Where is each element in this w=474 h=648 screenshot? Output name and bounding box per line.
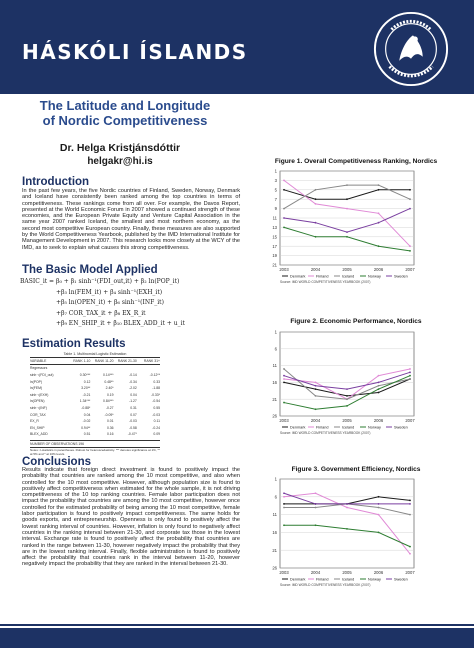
figure-source: Source: IMD WORLD COMPETITIVENESS YEARBOOK (2007) — [280, 431, 371, 435]
legend-label: Norway — [368, 274, 381, 279]
figure-source: Source: IMD WORLD COMPETITIVENESS YEARBOOK (2007) — [280, 280, 371, 284]
model-heading: The Basic Model Applied — [22, 264, 158, 276]
table-cell: 0.16 — [106, 432, 114, 437]
legend-label: Norway — [368, 425, 381, 430]
table-header-row — [30, 359, 160, 363]
y-tick-label: 1 — [274, 329, 277, 335]
x-tick-label: 2005 — [342, 570, 352, 575]
conclusions-heading: Conclusions — [22, 456, 92, 468]
figure2-title: Figure 2. Economic Performance, Nordics — [290, 318, 422, 325]
legend-label: Iceland — [342, 425, 355, 430]
y-tick-label: 1 — [274, 476, 277, 482]
table-cell: sinh⁻¹(EXH) — [30, 392, 49, 397]
table-cell: -1.27 — [129, 399, 137, 404]
data-point — [378, 503, 380, 505]
y-tick-label: 1 — [274, 168, 277, 174]
table-cell: -0.14 — [129, 373, 137, 377]
plot-area — [280, 479, 414, 568]
data-point — [409, 208, 411, 210]
legend-label: Denmark — [290, 577, 306, 582]
y-tick-label: 21 — [272, 396, 277, 402]
table-row — [30, 393, 160, 397]
y-tick-label: 11 — [272, 512, 277, 518]
y-tick-label: 26 — [272, 413, 277, 419]
figure2-chart — [258, 328, 418, 438]
equation-line: BASIC_it = β₀ + β₁ sinh⁻¹(FDI_out,it) + β₂ ln(POP_it) — [20, 278, 180, 285]
introduction-heading: Introduction — [22, 176, 90, 188]
table-cell: EN_SHIP — [30, 425, 45, 430]
table-cell — [67, 366, 90, 370]
data-point — [409, 503, 411, 505]
data-point — [378, 385, 380, 387]
data-point — [283, 503, 285, 505]
data-point — [283, 524, 285, 526]
table-cell: 0.12 — [83, 379, 91, 384]
data-point — [315, 382, 317, 384]
table-cell: -0.09* — [104, 412, 114, 417]
data-point — [378, 388, 380, 390]
y-tick-label: 21 — [272, 547, 277, 553]
estimation-table — [30, 352, 161, 456]
table-cell: -0.88* — [81, 405, 91, 410]
data-point — [378, 514, 380, 516]
legend-label: Sweden — [394, 274, 408, 279]
x-tick-label: 2006 — [373, 267, 384, 272]
data-point — [315, 198, 317, 200]
table-cell: 0.01 — [106, 419, 114, 424]
figure1-chart — [258, 167, 418, 287]
table-cell: 0.04 — [130, 392, 137, 397]
table-caption: Table 1. Multinomial Logistic Estimation — [63, 352, 127, 356]
table-cell: -0.24 — [152, 425, 161, 430]
table-cell: -1.88 — [152, 386, 161, 391]
data-point — [283, 180, 285, 182]
data-point — [315, 222, 317, 224]
data-point — [315, 385, 317, 387]
data-point — [315, 395, 317, 397]
model-equation — [20, 277, 238, 330]
data-point — [315, 388, 317, 390]
table-row — [30, 406, 160, 410]
data-point — [409, 546, 411, 548]
y-tick-label: 21 — [272, 262, 277, 268]
table-cell: 2.40* — [105, 386, 114, 391]
table-cell: sinh⁻¹(FDI_out) — [30, 373, 54, 377]
legend-label: Denmark — [290, 274, 306, 279]
x-tick-label: 2003 — [279, 570, 289, 575]
legend-label: Sweden — [394, 425, 408, 430]
y-tick-label: 11 — [272, 363, 277, 369]
figure-source: Source: IMD WORLD COMPETITIVENESS YEARBOOK (2007) — [280, 583, 371, 587]
poster-title-line2: of Nordic Competitiveness — [42, 113, 208, 128]
table-cell: BLEX_ADD — [30, 432, 48, 437]
figure3-title: Figure 3. Government Efficiency, Nordics — [291, 466, 421, 473]
data-point — [315, 236, 317, 238]
y-tick-label: 17 — [272, 243, 277, 249]
y-tick-label: 5 — [274, 187, 277, 193]
table-footer: NUMBER OF OBSERVATIONS 196 — [30, 441, 85, 446]
data-point — [409, 499, 411, 501]
data-point — [346, 503, 348, 505]
data-point — [346, 388, 348, 390]
y-tick-label: 19 — [272, 253, 277, 259]
table-body — [30, 366, 160, 439]
table-header-cell: VARIABLE — [30, 359, 47, 364]
y-tick-label: 11 — [272, 215, 277, 221]
data-point — [378, 222, 380, 224]
data-point — [346, 528, 348, 530]
table-cell: -0.03 — [129, 419, 137, 424]
data-point — [283, 189, 285, 191]
table-cell — [90, 366, 113, 370]
author-name: Dr. Helga Kristjánsdóttir — [59, 142, 181, 154]
data-point — [378, 532, 380, 534]
data-point — [378, 375, 380, 377]
x-tick-label: 2005 — [342, 418, 352, 423]
table-row — [30, 386, 160, 390]
x-tick-label: 2007 — [405, 570, 415, 575]
table-cell: EX_R — [30, 419, 39, 424]
table-cell: COR_TAX — [30, 412, 46, 417]
table-cell — [137, 366, 160, 370]
table-cell: -0.12** — [149, 373, 161, 377]
data-point — [283, 227, 285, 229]
table-header-cell: RANK 21-30 — [117, 359, 137, 364]
poster-title-line1: The Latitude and Longitude — [39, 98, 211, 113]
table-cell: -0.33* — [150, 392, 161, 397]
data-point — [283, 375, 285, 377]
footer-rule — [0, 624, 474, 626]
data-point — [315, 189, 317, 191]
table-cell: -0.58 — [129, 425, 137, 430]
data-point — [346, 231, 348, 233]
data-point — [378, 507, 380, 509]
x-tick-label: 2006 — [373, 418, 384, 423]
legend-label: Iceland — [342, 274, 355, 279]
y-tick-label: 9 — [274, 206, 277, 212]
poster-title — [20, 98, 230, 128]
table-row — [30, 366, 160, 370]
equation-line: +β₉ EN_SHIP_it + β₁₀ BLEX_ADD_it + u_it — [56, 320, 185, 327]
table-cell: 0.09 — [153, 432, 161, 437]
table-cell: -0.27 — [105, 405, 114, 410]
table-cell: -0.34 — [129, 379, 137, 384]
table-cell: 0.30*** — [79, 373, 91, 377]
x-tick-label: 2007 — [405, 267, 415, 272]
data-point — [315, 203, 317, 205]
data-point — [283, 492, 285, 494]
table-cell: -0.03 — [152, 412, 161, 417]
table-header-cell: RANK 11-20 — [94, 359, 114, 364]
data-point — [315, 507, 317, 509]
table-cell: 0.11 — [153, 419, 161, 424]
table-cell: 0.48** — [104, 379, 114, 384]
data-point — [409, 368, 411, 370]
table-cell — [114, 366, 137, 370]
data-point — [315, 524, 317, 526]
data-point — [346, 198, 348, 200]
table-cell: -2.02 — [129, 386, 137, 391]
data-point — [283, 402, 285, 404]
data-point — [346, 398, 348, 400]
data-point — [283, 208, 285, 210]
table-cell: 0.07 — [130, 412, 137, 417]
table-cell: ln(POP) — [30, 379, 43, 384]
data-point — [283, 368, 285, 370]
table-cell: sinh⁻¹(INF) — [30, 405, 47, 410]
estimation-heading: Estimation Results — [22, 338, 126, 350]
y-tick-label: 7 — [274, 196, 277, 202]
data-point — [409, 375, 411, 377]
figure3-chart — [258, 475, 418, 590]
y-tick-label: 13 — [272, 225, 277, 230]
equation-line: +β₅ ln(OPEN_it) + β₆ sinh⁻¹(INF_it) — [56, 299, 164, 306]
data-point — [409, 553, 411, 555]
table-cell: 0.19 — [106, 392, 114, 397]
data-point — [283, 378, 285, 380]
legend-label: Finland — [316, 425, 329, 430]
data-point — [283, 217, 285, 219]
x-tick-label: 2004 — [310, 570, 321, 575]
x-tick-label: 2004 — [310, 418, 321, 423]
data-point — [378, 382, 380, 384]
data-point — [409, 514, 411, 516]
y-tick-label: 6 — [274, 494, 277, 500]
data-point — [409, 189, 411, 191]
data-point — [378, 496, 380, 498]
table-cell: 0.04 — [83, 412, 91, 417]
university-name: HÁSKÓLI ÍSLANDS — [22, 40, 248, 64]
data-point — [315, 492, 317, 494]
data-point — [346, 208, 348, 210]
data-point — [283, 496, 285, 498]
table-cell: 0.84*** — [103, 399, 114, 404]
data-point — [346, 507, 348, 509]
legend-label: Denmark — [290, 425, 306, 430]
x-tick-label: 2005 — [342, 267, 352, 272]
y-tick-label: 16 — [272, 530, 277, 535]
data-point — [409, 198, 411, 200]
figure1-title: Figure 1. Overall Competitiveness Ranking, Nordics — [274, 158, 438, 165]
table-cell: -0.47* — [127, 432, 137, 437]
legend-label: Sweden — [394, 577, 408, 582]
table-cell: 0.14*** — [103, 373, 114, 377]
x-tick-label: 2006 — [373, 570, 384, 575]
table-cell: -0.21 — [82, 392, 91, 397]
table-cell: Regressors — [30, 366, 48, 371]
data-point — [346, 405, 348, 407]
legend-label: Finland — [316, 274, 329, 279]
y-tick-label: 3 — [274, 178, 277, 183]
data-point — [346, 395, 348, 397]
data-point — [378, 392, 380, 394]
data-point — [346, 184, 348, 186]
table-cell: ln(OPEN) — [30, 399, 45, 404]
table-header-cell: RANK 1-10 — [73, 359, 91, 364]
table-row — [30, 432, 160, 436]
equation-line: +β₃ ln(FEM_it) + β₄ sinh⁻¹(EXH_it) — [56, 288, 163, 296]
x-tick-label: 2004 — [310, 267, 321, 272]
footer-bar — [0, 628, 474, 648]
header-divider — [0, 94, 474, 96]
table-cell: 0.51 — [83, 432, 91, 437]
table-row — [30, 413, 160, 417]
table-note: Notes: z-statistics in parentheses. Robust for heteroscedasticity. *** denotes significance at 1%, ** at 5% and * at 10% levels. — [30, 448, 160, 456]
data-point — [378, 184, 380, 186]
author-email: helgakr@hi.is — [87, 156, 153, 167]
data-point — [409, 378, 411, 380]
legend-label: Iceland — [342, 577, 355, 582]
x-tick-label: 2003 — [279, 418, 289, 423]
data-point — [315, 503, 317, 505]
legend-label: Norway — [368, 577, 381, 582]
table-cell: 0.33 — [153, 379, 161, 384]
y-tick-label: 16 — [272, 380, 277, 385]
table-cell: 0.31 — [130, 405, 137, 410]
table-row — [30, 426, 160, 430]
table-cell: 0.55 — [153, 405, 161, 410]
data-point — [409, 371, 411, 373]
table-header-cell: RANK 31+ — [143, 359, 161, 364]
plot-area — [280, 332, 414, 416]
data-point — [409, 245, 411, 247]
y-tick-label: 26 — [272, 565, 277, 571]
table-row — [30, 380, 160, 384]
table-cell: 0.36 — [106, 425, 114, 430]
table-cell: -0.54 — [152, 399, 161, 404]
table-row — [30, 373, 160, 377]
university-seal-icon — [372, 10, 450, 88]
legend-label: Finland — [316, 577, 329, 582]
table-cell: ln(FEM) — [30, 386, 43, 391]
table-cell: 0.94** — [81, 425, 91, 430]
table-row — [30, 419, 160, 423]
y-tick-label: 6 — [274, 346, 277, 352]
data-point — [315, 408, 317, 410]
table-cell: 1.34*** — [79, 399, 91, 404]
header-banner — [0, 0, 474, 94]
data-point — [283, 507, 285, 509]
data-point — [378, 245, 380, 247]
data-point — [378, 189, 380, 191]
conclusions-text: Results indicate that foreign direct investment is found to positively impact the probability that countries are ranked among the 10 most competitive, and also when controlled for the 10 most competitive. However, although population size is found to positively affect competitiveness when estimated for the whole sample, it is not driving competitiveness of the 10 top ranking countries. Female labor participation does not impact the probability that countries are among the 10 most competitive, however once controlled for the estimated probability of being among the 10 most competitive, female labor participation is found to positively impact competitiveness. The same holds for goods exports, and entrepreneurship. Openness is only found to positively affect the lowest ranking interval of countries. However, inflation is only found to negatively affect countries in the ranking interval between 21-30, and corporate tax those in the lowest interval. Exchange rate is found to positively affect the probability that countries are ranked in the range between 11-30, however negatively impact the probability that they are in the lowest ranking interval. Finally, flexible administration is found to positively affect the probability that countries rank in the interval between 11-20, however negatively impact the probability that they are ranked in the interval between 21-30. — [22, 467, 240, 568]
data-point — [283, 382, 285, 384]
y-tick-label: 15 — [272, 234, 277, 240]
table-cell: -0.02 — [82, 419, 91, 424]
data-point — [409, 250, 411, 252]
x-tick-label: 2007 — [405, 418, 415, 423]
data-point — [378, 212, 380, 214]
table-cell: 3.20** — [81, 386, 91, 391]
x-tick-label: 2003 — [279, 267, 289, 272]
table-row — [30, 399, 160, 403]
data-point — [346, 236, 348, 238]
introduction-text: In the past few years, the five Nordic countries of Finland, Sweden, Norway, Denmark and Iceland have consistently been ranked among the top countries in terms of competitiveness. These rankings come from all over. For example, the Davos Report, presented at the World Economic Forum in 2007 showed a continued strength of these economies, and the European Private Equity and Venture Capital Association in the same year 2007 ranked Iceland, the smallest and most northern economy, as the second most competitive European country. Finally, these measures are also supported by the World Competitiveness Yearbook, published by the IMD International Institute for Management Development in 2007. This research looks more closely at the WCY of the IMD, as to seek to explain what causes this strong competitiveness. — [22, 188, 240, 251]
equation-line: +β₇ COR_TAX_it + β₈ EX_R_it — [56, 309, 146, 317]
